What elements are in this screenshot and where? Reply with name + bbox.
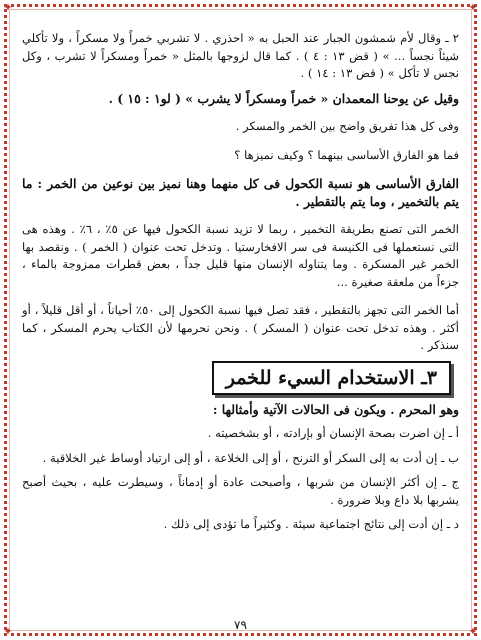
corner-ornament-icon: ✦ <box>3 625 13 638</box>
paragraph-question: فما هو الفارق الأساسى بينهما ؟ وكيف نميزها ؟ <box>234 147 459 162</box>
paragraph-distillation: أما الخمر التى تجهز بالتقطير ، فقد تصل فيها نسبة الكحول إلى ٥٠٪ أحياناً ، أو أقل قليلاً ، أو أكثر . وهذه تدخل تحت عنوان ( المسكر ) . ونحن نحرمها لأن الكتاب يحرم المسكر ، كما سنذكر . <box>22 303 459 352</box>
paragraph-distinction: وفى كل هذا تفريق واضح بين الخمر والمسكر . <box>235 119 459 133</box>
list-item-c: ج ـ إن أكثر الإنسان من شربها ، وأصبحت عادة أو إدماناً ، وسيطرت عليه ، بحيث أصبح يشربها بلا داع وبلا ضرورة . <box>22 475 459 507</box>
paragraph-fermentation: الخمر التى تصنع بطريقة التخمير ، ربما لا تزيد نسبة الكحول فيها عن ٥٪ ، ٦٪ . وهذه هى التى نستعملها فى الكنيسة فى سر الافخارستيا . وتدخل تحت عنوان ( الخمر ) . ونقصد بها الخمر غير المسكرة . وما يتناوله الإنسان منها قليل جداً ، بعض قطرات ممزوجة بالماء ، جزءاً من ملعقة صغيرة ... <box>22 222 459 289</box>
paragraph-john-baptist: وقيل عن يوحنا المعمدان « خمراً ومسكراً لا يشرب » ( لو١ : ١٥ ) . <box>108 90 459 106</box>
corner-ornament-icon: ✦ <box>3 1 13 14</box>
list-item-a: أ ـ إن اضرت بصحة الإنسان أو بإرادته ، أو بشخصيته . <box>207 426 459 440</box>
page-content <box>22 30 459 534</box>
corner-ornament-icon: ✦ <box>468 625 478 638</box>
list-item-b: ب ـ إن أدت به إلى السكر أو الترنح ، أو إلى الخلاعة ، أو إلى ارتياد أوساط غير الخلاقية . <box>42 450 459 465</box>
page-number: ٧٩ <box>234 618 247 632</box>
list-item-d: د ـ إن أدت إلى نتائج اجتماعية سيئة . وكثيراً ما تؤدى إلى ذلك . <box>163 517 459 531</box>
section-heading-wrapper <box>22 355 459 401</box>
paragraph-key-difference: الفارق الأساسى هو نسبة الكحول فى كل منهما وهنا نميز بين نوعين من الخمر : ما يتم بالتخمير ، وما يتم بالتقطير . <box>22 176 459 209</box>
section-heading: ٣ـ الاستخدام السيء للخمر <box>212 361 451 395</box>
corner-ornament-icon: ✦ <box>468 1 478 14</box>
paragraph-samson: ٢ ـ وقال لأم شمشون الجبار عند الحبل به « احذري . لا تشربي خمراً ولا مسكراً ، ولا تأكلي شيئاً نجساً ... » ( قض ١٣ : ٤ ) . كما قال لزوجها بالمثل « خمراً ومسكراً لا تشرب ، وكل نجس لا تأكل » ( قض ١٣ : ١٤ ) . <box>22 31 459 80</box>
paragraph-forbidden-intro: وهو المحرم . ويكون فى الحالات الآتية وأمثالها : <box>212 401 459 417</box>
